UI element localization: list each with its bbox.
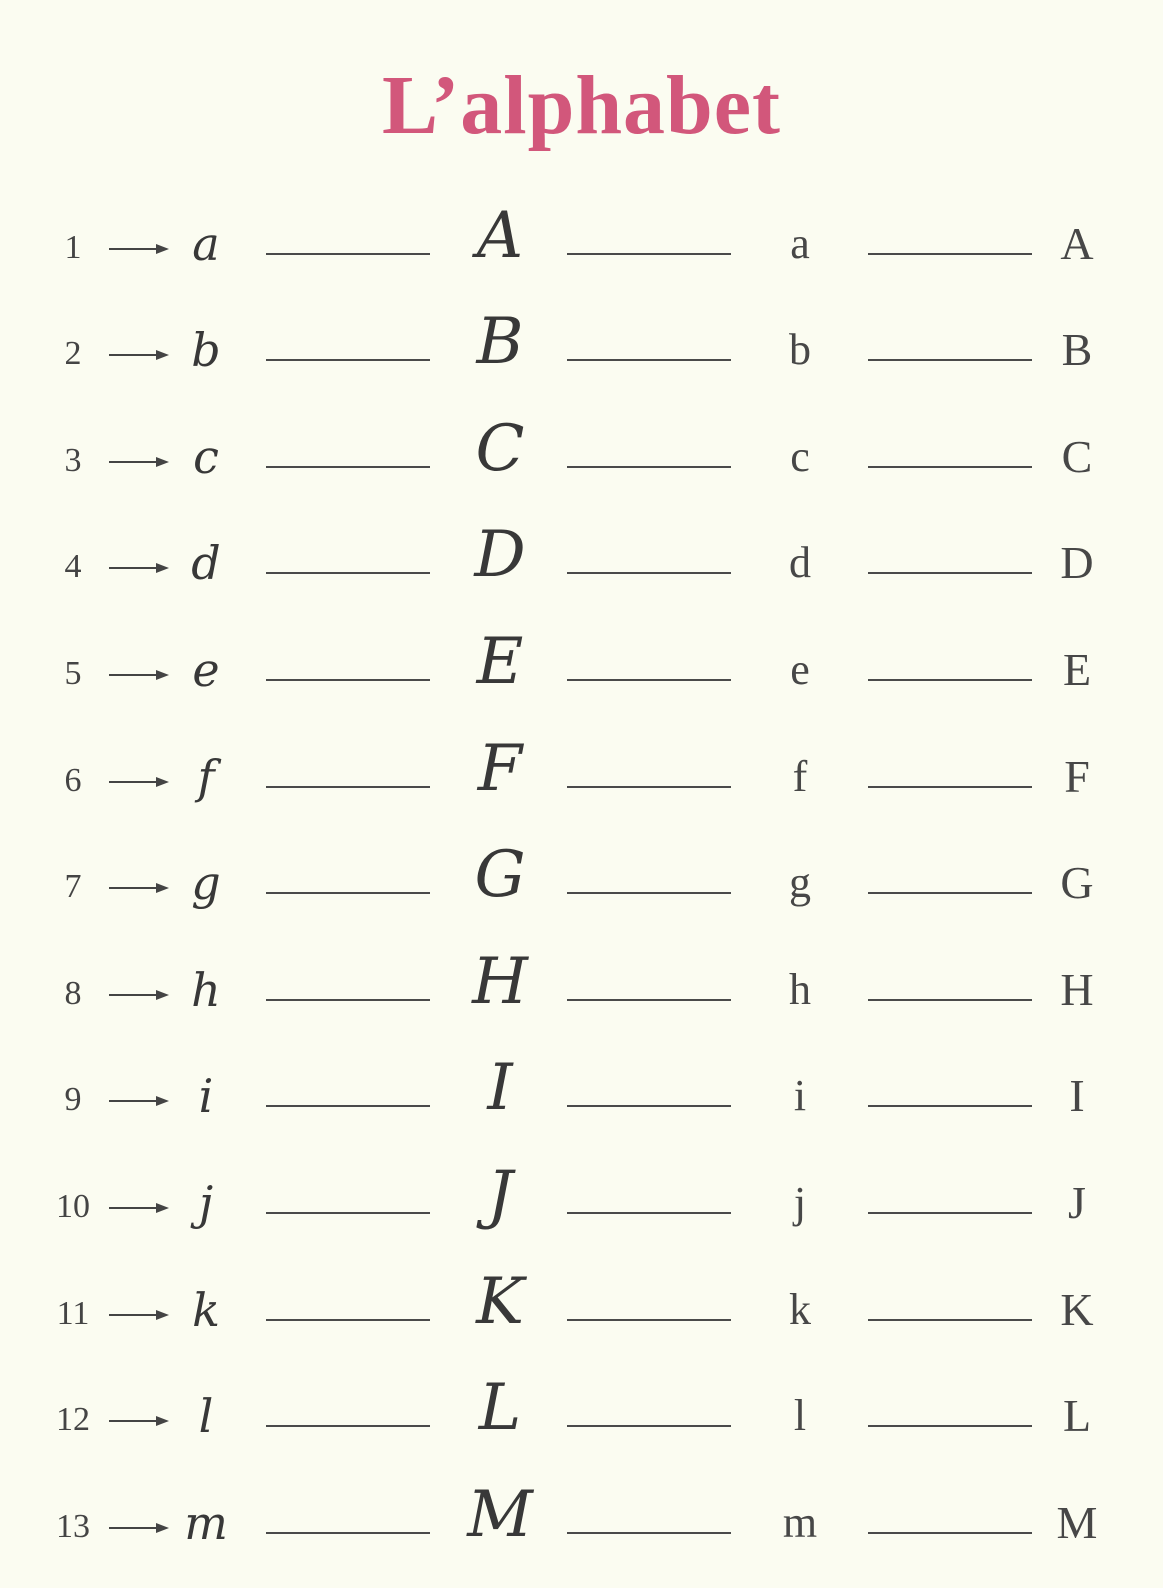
writing-line bbox=[266, 466, 430, 468]
writing-line bbox=[567, 1212, 731, 1214]
cursive-uppercase-letter: B bbox=[476, 305, 524, 380]
writing-line bbox=[868, 999, 1032, 1001]
alphabet-row bbox=[0, 1475, 1163, 1582]
cursive-lowercase-letter: d bbox=[191, 536, 221, 591]
right-arrow-icon bbox=[109, 241, 169, 260]
print-uppercase-letter: I bbox=[1069, 1070, 1085, 1122]
alphabet-row bbox=[0, 1155, 1163, 1262]
print-lowercase-letter: m bbox=[782, 1497, 818, 1547]
alphabet-row bbox=[0, 409, 1163, 516]
alphabet-rows bbox=[0, 196, 1163, 1582]
writing-line bbox=[567, 892, 731, 894]
right-arrow-icon bbox=[109, 1200, 169, 1219]
print-uppercase-letter: K bbox=[1060, 1283, 1094, 1335]
writing-line bbox=[567, 359, 731, 361]
writing-line bbox=[567, 999, 731, 1001]
cursive-uppercase-letter: E bbox=[476, 624, 524, 699]
cursive-uppercase-letter: F bbox=[477, 731, 523, 806]
writing-line bbox=[868, 1212, 1032, 1214]
row-number: 13 bbox=[56, 1507, 90, 1545]
row-number: 9 bbox=[64, 1081, 82, 1119]
cursive-lowercase-letter: a bbox=[192, 216, 220, 271]
alphabet-row bbox=[0, 516, 1163, 623]
cursive-lowercase-letter: j bbox=[198, 1175, 214, 1230]
print-uppercase-letter: H bbox=[1060, 963, 1094, 1015]
cursive-uppercase-letter: J bbox=[487, 1157, 513, 1232]
writing-line bbox=[266, 1212, 430, 1214]
right-arrow-icon bbox=[109, 560, 169, 579]
cursive-uppercase-letter: L bbox=[478, 1371, 522, 1446]
writing-line bbox=[567, 1319, 731, 1321]
row-number: 6 bbox=[64, 761, 82, 799]
print-uppercase-letter: L bbox=[1062, 1390, 1092, 1442]
cursive-lowercase-letter: h bbox=[191, 962, 221, 1017]
row-number: 7 bbox=[64, 868, 82, 906]
writing-line bbox=[868, 1425, 1032, 1427]
writing-line bbox=[868, 253, 1032, 255]
print-lowercase-letter: l bbox=[793, 1391, 807, 1441]
right-arrow-icon bbox=[109, 987, 169, 1006]
writing-line bbox=[266, 1105, 430, 1107]
print-lowercase-letter: a bbox=[790, 218, 810, 268]
writing-line bbox=[567, 679, 731, 681]
print-lowercase-letter: e bbox=[790, 644, 810, 694]
row-number: 10 bbox=[56, 1187, 90, 1225]
writing-line bbox=[868, 1532, 1032, 1534]
writing-line bbox=[567, 1105, 731, 1107]
writing-line bbox=[266, 1319, 430, 1321]
writing-line bbox=[868, 1319, 1032, 1321]
row-number: 12 bbox=[56, 1401, 90, 1439]
print-uppercase-letter: G bbox=[1060, 857, 1094, 909]
cursive-lowercase-letter: c bbox=[193, 429, 219, 484]
right-arrow-icon bbox=[109, 454, 169, 473]
alphabet-row bbox=[0, 1049, 1163, 1156]
alphabet-row bbox=[0, 196, 1163, 303]
writing-line bbox=[868, 572, 1032, 574]
alphabet-row bbox=[0, 622, 1163, 729]
writing-line bbox=[266, 786, 430, 788]
alphabet-row bbox=[0, 303, 1163, 410]
writing-line bbox=[266, 572, 430, 574]
row-number: 3 bbox=[64, 441, 82, 479]
cursive-lowercase-letter: b bbox=[191, 323, 221, 378]
alphabet-row bbox=[0, 1369, 1163, 1476]
writing-line bbox=[868, 359, 1032, 361]
writing-line bbox=[567, 253, 731, 255]
page-title: L’alphabet bbox=[381, 59, 782, 153]
cursive-uppercase-letter: D bbox=[474, 518, 526, 593]
print-uppercase-letter: E bbox=[1062, 643, 1092, 695]
right-arrow-icon bbox=[109, 1413, 169, 1432]
row-number: 8 bbox=[64, 974, 82, 1012]
cursive-uppercase-letter: H bbox=[472, 944, 528, 1019]
print-uppercase-letter: J bbox=[1068, 1176, 1086, 1228]
cursive-uppercase-letter: K bbox=[476, 1264, 524, 1339]
print-lowercase-letter: i bbox=[793, 1071, 807, 1121]
writing-line bbox=[567, 786, 731, 788]
alphabet-row bbox=[0, 1262, 1163, 1369]
writing-line bbox=[266, 1425, 430, 1427]
print-uppercase-letter: F bbox=[1064, 750, 1090, 802]
writing-line bbox=[266, 359, 430, 361]
right-arrow-icon bbox=[109, 880, 169, 899]
cursive-lowercase-letter: f bbox=[197, 749, 215, 804]
row-number: 4 bbox=[64, 548, 82, 586]
writing-line bbox=[567, 572, 731, 574]
writing-line bbox=[567, 1425, 731, 1427]
print-lowercase-letter: h bbox=[789, 964, 811, 1014]
print-uppercase-letter: A bbox=[1060, 217, 1094, 269]
print-uppercase-letter: D bbox=[1060, 537, 1094, 589]
writing-line bbox=[868, 892, 1032, 894]
row-number: 5 bbox=[64, 654, 82, 692]
row-number: 2 bbox=[64, 335, 82, 373]
writing-line bbox=[266, 1532, 430, 1534]
cursive-lowercase-letter: e bbox=[192, 642, 220, 697]
writing-line bbox=[266, 999, 430, 1001]
print-lowercase-letter: d bbox=[789, 538, 811, 588]
print-uppercase-letter: C bbox=[1061, 430, 1093, 482]
print-lowercase-letter: j bbox=[793, 1177, 807, 1227]
cursive-uppercase-letter: M bbox=[467, 1477, 533, 1552]
writing-line bbox=[868, 679, 1032, 681]
print-lowercase-letter: b bbox=[789, 325, 811, 375]
writing-line bbox=[567, 466, 731, 468]
right-arrow-icon bbox=[109, 774, 169, 793]
print-uppercase-letter: B bbox=[1061, 324, 1093, 376]
print-lowercase-letter: f bbox=[792, 751, 808, 801]
cursive-lowercase-letter: l bbox=[198, 1389, 214, 1444]
right-arrow-icon bbox=[109, 1520, 169, 1539]
cursive-lowercase-letter: k bbox=[192, 1282, 220, 1337]
print-lowercase-letter: k bbox=[789, 1284, 811, 1334]
cursive-uppercase-letter: A bbox=[476, 198, 524, 273]
writing-line bbox=[266, 679, 430, 681]
writing-line bbox=[567, 1532, 731, 1534]
right-arrow-icon bbox=[109, 347, 169, 366]
right-arrow-icon bbox=[109, 667, 169, 686]
writing-line bbox=[868, 786, 1032, 788]
cursive-uppercase-letter: C bbox=[475, 411, 525, 486]
writing-line bbox=[868, 1105, 1032, 1107]
writing-line bbox=[868, 466, 1032, 468]
print-lowercase-letter: g bbox=[789, 858, 811, 908]
writing-line bbox=[266, 253, 430, 255]
alphabet-row bbox=[0, 942, 1163, 1049]
right-arrow-icon bbox=[109, 1093, 169, 1112]
cursive-uppercase-letter: G bbox=[474, 838, 526, 913]
print-uppercase-letter: M bbox=[1056, 1496, 1098, 1548]
right-arrow-icon bbox=[109, 1307, 169, 1326]
cursive-uppercase-letter: I bbox=[487, 1051, 513, 1126]
alphabet-row bbox=[0, 836, 1163, 943]
cursive-lowercase-letter: i bbox=[198, 1069, 214, 1124]
cursive-lowercase-letter: m bbox=[184, 1495, 228, 1550]
row-number: 1 bbox=[64, 228, 82, 266]
cursive-lowercase-letter: g bbox=[191, 856, 221, 911]
print-lowercase-letter: c bbox=[790, 431, 810, 481]
alphabet-row bbox=[0, 729, 1163, 836]
row-number: 11 bbox=[56, 1294, 90, 1332]
writing-line bbox=[266, 892, 430, 894]
